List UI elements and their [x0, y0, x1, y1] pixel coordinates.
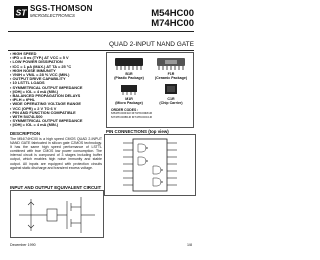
footer-date: December 1990 [10, 243, 36, 247]
feature-item: ▪ tPD = 8 ns (TYP.) AT VCC = 5 V [10, 56, 102, 60]
feature-item: ▪ PIN AND FUNCTION COMPATIBLE [10, 111, 102, 115]
feature-item: ▪ SYMMETRICAL OUTPUT IMPEDANCE [10, 86, 102, 90]
feature-item: ▪ ICC = 1 μA (MAX.) AT TA = 25 °C [10, 65, 102, 69]
feature-item: ▪ OUTPUT DRIVE CAPABILITY [10, 77, 102, 81]
package-box [106, 52, 194, 128]
feature-item: ▪ LOW POWER DISSIPATION [10, 60, 102, 64]
brand-name: SGS-THOMSON [30, 4, 93, 13]
pin-connections-diagram [104, 134, 196, 196]
feature-item: ▪ |IOH| = IOL = 4 mA (MIN.) [10, 123, 102, 127]
feature-item: ▪ WIDE OPERATING VOLTAGE RANGE [10, 102, 102, 106]
feature-item: ▪ BALANCED PROPAGATION DELAYS [10, 94, 102, 98]
feature-item: ▪ SYMMETRICAL OUTPUT IMPEDANCE [10, 119, 102, 123]
feature-list [10, 52, 102, 128]
footer-page-number: 1/8 [187, 243, 192, 247]
feature-item: ▪ |IOH| = IOL = 4 mA (MIN.) [10, 90, 102, 94]
order-codes [111, 112, 152, 119]
pin-connections-title: PIN CONNECTIONS (top view) [106, 129, 169, 134]
pin-diagram-svg [105, 135, 195, 195]
feature-item: ▪ HIGH NOISE IMMUNITY [10, 69, 102, 73]
title-divider [8, 50, 194, 51]
io-circuit-title: INPUT AND OUTPUT EQUIVALENT CIRCUIT [10, 185, 102, 190]
svg-text:ST: ST [15, 7, 27, 18]
dip-ceramic-package-image [155, 56, 187, 70]
order-codes-title: ORDER CODES : [111, 108, 139, 112]
chip-carrier-package-image [163, 82, 179, 96]
package-name: M1R [125, 97, 133, 101]
header-divider [8, 31, 194, 32]
feature-item: ▪ VNIH = VNIL = 28 % VCC (MIN.) [10, 73, 102, 77]
order-code-row: M74HC00B1R M74HC00C1R [111, 114, 152, 119]
feature-item: ▪ 10 LSTTL LOADS [10, 81, 102, 85]
part-number-m74: M74HC00 [151, 18, 194, 29]
feature-item: ▪ VCC (OPR) = 2 V TO 6 V [10, 107, 102, 111]
dip-plastic-package-image [113, 56, 145, 70]
description-body: The M54/74HC00 is a high speed CMOS QUAD 2-INPUT NAND GATE fabricated in silicon gate C2MOS technology. It has the same high speed performance of LSTTL combined with true CMOS low power consumption. The internal circuit is composed of 3 stages including buffer output, which enables high noise immunity and stable output. All inputs are equipped with protection circuits against static discharge and transient excess voltage. [10, 137, 102, 170]
so-micro-package-image [119, 83, 139, 95]
package-desc: (Micro Package) [115, 101, 143, 105]
feature-item: ▪ tPLH = tPHL [10, 98, 102, 102]
description-title: DESCRIPTION [10, 131, 41, 136]
feature-item: ▪ HIGH SPEED [10, 52, 102, 56]
io-equivalent-circuit [10, 190, 104, 238]
document-title: QUAD 2-INPUT NAND GATE [109, 41, 194, 48]
brand-subtitle: MICROELECTRONICS [30, 13, 75, 18]
part-number-m54: M54HC00 [151, 8, 194, 19]
st-logo-icon [14, 6, 28, 18]
package-desc: (Chip Carrier) [159, 101, 183, 105]
feature-item: ▪ WITH 54/74LS00 [10, 115, 102, 119]
package-name: F1R [167, 72, 175, 76]
package-name: B1R [125, 72, 133, 76]
package-desc: (Ceramic Package) [154, 76, 188, 80]
order-code-row: M54HC00F1R M74HC00M1R [111, 111, 153, 115]
package-name: C1R [167, 97, 175, 101]
package-desc: (Plastic Package) [114, 76, 144, 80]
io-circuit-svg [11, 191, 103, 237]
